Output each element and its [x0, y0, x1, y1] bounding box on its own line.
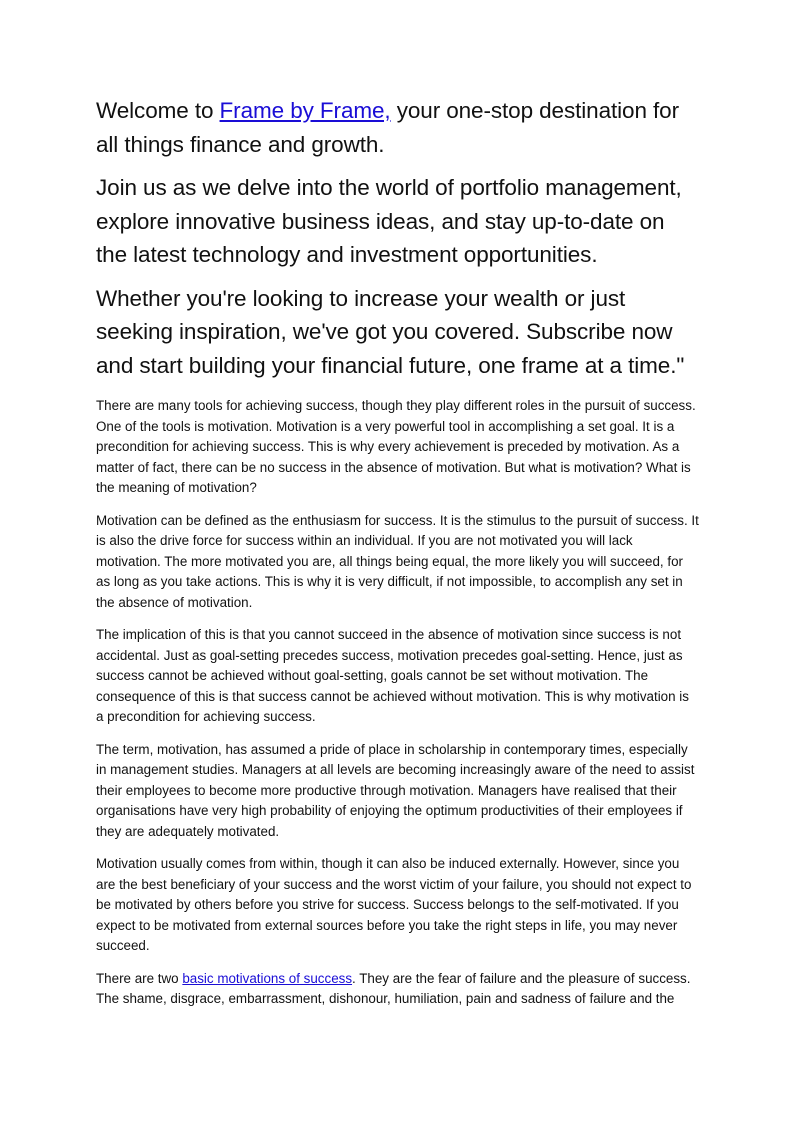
body-p6-after: . They are the fear of failure and the pleasure of success. The shame, disgrace, embarrassment, dishonour, humiliation, pain and sadness of failure and the	[96, 970, 691, 1006]
frame-by-frame-link[interactable]: Frame by Frame,	[219, 98, 391, 123]
basic-motivations-link[interactable]: basic motivations of success	[182, 970, 353, 986]
body-paragraph-1: There are many tools for achieving success, though they play different roles in the pursuit of success. One of the tools is motivation. Motivation is a very powerful tool in accomplishing a set goal. It is a precondition for achieving success. This is why every achievement is preceded by motivation. As a matter of fact, there can be no success in the absence of motivation. But what is motivation? What is the meaning of motivation?	[96, 398, 696, 495]
intro-paragraph-3: Whether you're looking to increase your wealth or just seeking inspiration, we've got you covered. Subscribe now and start building your financial future, one frame at a time."	[96, 285, 685, 378]
document-content	[96, 94, 700, 1022]
intro-p1-after: your one-stop destination for all things finance and growth.	[96, 98, 679, 157]
body-p6-before: There are two	[96, 970, 183, 986]
article-body	[96, 396, 700, 1010]
body-paragraph-3: The implication of this is that you cannot succeed in the absence of motivation since success is not accidental. Just as goal-setting precedes success, motivation precedes goal-setting. Hence, just as success cannot be achieved without goal-setting, goals cannot be set without motivation. The consequence of this is that success cannot be achieved without motivation. This is why motivation is a precondition for achieving success.	[96, 627, 689, 724]
body-paragraph-2: Motivation can be defined as the enthusiasm for success. It is the stimulus to the pursuit of success. It is also the drive force for success within an individual. If you are not motivated you will lack motivation. The more motivated you are, all things being equal, the more likely you will succeed, for as long as you take actions. This is why it is very difficult, if not impossible, to accomplish any set in the absence of motivation.	[96, 512, 699, 610]
body-paragraph-5: Motivation usually comes from within, though it can also be induced externally. However, since you are the best beneficiary of your success and the worst victim of your failure, you should not expect to be motivated by others before you strive for success. Success belongs to the self-motivated. If you expect to be motivated from external sources before you take the right steps in life, you may never succeed.	[96, 856, 692, 953]
intro-section	[96, 94, 700, 382]
intro-p1-before: Welcome to	[96, 98, 220, 123]
intro-paragraph-1	[96, 94, 700, 161]
body-paragraph-6	[96, 969, 700, 1010]
intro-paragraph-2: Join us as we delve into the world of portfolio management, explore innovative business ideas, and stay up-to-date on the latest technology and investment opportunities.	[96, 175, 682, 267]
body-paragraph-4: The term, motivation, has assumed a pride of place in scholarship in contemporary times, especially in management studies. Managers at all levels are becoming increasingly aware of the need to assist their employees to become more productive through motivation. Managers have realised that their organisations have very high probability of enjoying the optimum productivities of their employees if they are adequately motivated.	[96, 741, 695, 839]
